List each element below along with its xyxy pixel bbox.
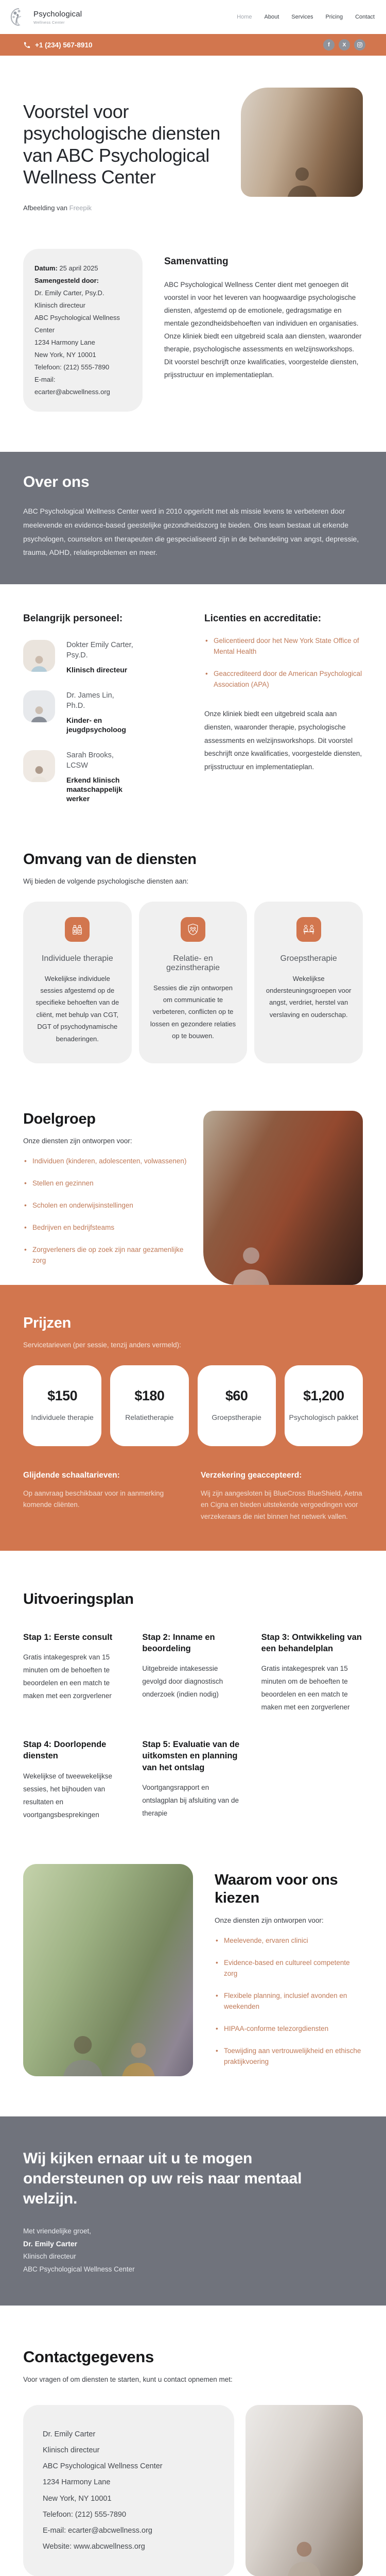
staff-member bbox=[23, 640, 178, 675]
step-title: Stap 5: Evaluatie van de uitkomsten en planning van het ontslag bbox=[142, 1740, 240, 1772]
phone-number: +1 (234) 567-8910 bbox=[35, 41, 93, 49]
facebook-icon[interactable]: f bbox=[323, 39, 335, 50]
staff-photo-james-lin bbox=[23, 690, 55, 722]
closing-title: Wij kijken ernaar uit u te mogen ondersteunen op uw reis naar mentaal welzijn. bbox=[23, 2149, 302, 2207]
price-cards bbox=[23, 1365, 363, 1446]
licenses-body: Onze kliniek biedt een uitgebreid scala aan diensten, waaronder therapie, psychologische assessments en welzijnsworkshops. Dit voorstel beschrijft onze kwalificaties, voorgestelde diensten, prijsstructuur en implementatieplan. bbox=[204, 710, 362, 771]
therapy-bottles-icon bbox=[65, 917, 90, 942]
contact-section bbox=[0, 2348, 386, 2576]
step-body: Wekelijkse of tweewekelijkse sessies, het bijhouden van resultaten en voortgangsbesprekingen bbox=[23, 1772, 113, 1819]
date-value: 25 april 2025 bbox=[59, 264, 98, 272]
price-card-group bbox=[198, 1365, 276, 1446]
price-card-package bbox=[285, 1365, 363, 1446]
staff-role: Erkend klinisch maatschappelijk werker bbox=[66, 776, 122, 803]
step-body: Gratis intakegesprek van 15 minuten om de behoeften te beoordelen en een match te maken met een zorgverlener bbox=[23, 1653, 112, 1700]
summary-title: Samenvatting bbox=[164, 256, 229, 267]
licenses-column bbox=[204, 613, 363, 804]
list-item: • Evidence-based en cultureel competente zorg bbox=[215, 1958, 363, 1979]
pricing-notes bbox=[23, 1471, 363, 1522]
summary-block bbox=[164, 249, 363, 412]
contact-line: 1234 Harmony Lane bbox=[43, 2478, 111, 2487]
list-item: • Zorgverleners die op zoek zijn naar gezamenlijke zorg bbox=[23, 1245, 187, 1266]
sliding-scale-title: Glijdende schaaltarieven: bbox=[23, 1471, 120, 1480]
staff-title: Belangrijk personeel: bbox=[23, 613, 123, 624]
price-label: Psychologisch pakket bbox=[289, 1413, 359, 1422]
list-item: • Flexibele planning, inclusief avonden en weekenden bbox=[215, 1991, 363, 2012]
audience-list bbox=[23, 1156, 187, 1266]
group-people-icon bbox=[296, 917, 321, 942]
service-card-family bbox=[139, 902, 248, 1063]
plan-step bbox=[261, 1632, 363, 1714]
staff-role: Klinisch directeur bbox=[66, 666, 128, 674]
signature-org: ABC Psychological Wellness Center bbox=[23, 2265, 135, 2273]
list-item: • Geaccrediteerd door de American Psychological Association (APA) bbox=[204, 669, 363, 690]
logo-tree-icon bbox=[9, 7, 29, 27]
contact-card bbox=[23, 2405, 234, 2576]
contact-title: Contactgegevens bbox=[23, 2347, 154, 2366]
price-label: Relatietherapie bbox=[125, 1413, 174, 1422]
main-nav bbox=[237, 14, 375, 20]
licenses-list bbox=[204, 636, 363, 690]
staff-member bbox=[23, 690, 178, 735]
image-credit bbox=[23, 204, 226, 212]
staff-column bbox=[23, 613, 178, 804]
insurance-body: Wij zijn aangesloten bij BlueCross BlueShield, Aetna en Cigna en bieden uitstekende vergoedingen voor verzekeraars die niet binnen het netwerk vallen. bbox=[201, 1489, 362, 1520]
price-value: $1,200 bbox=[303, 1388, 344, 1404]
nav-item-contact[interactable]: Contact bbox=[355, 14, 375, 20]
proposal-meta-card bbox=[23, 249, 143, 412]
list-item: • Stellen en gezinnen bbox=[23, 1178, 187, 1189]
insurance-title: Verzekering geaccepteerd: bbox=[201, 1471, 302, 1480]
contact-line: Telefoon: (212) 555-7890 bbox=[43, 2510, 127, 2519]
x-twitter-icon[interactable]: X bbox=[339, 39, 350, 50]
page-title: Voorstel voor psychologische diensten van ABC Psychological Wellness Center bbox=[23, 101, 221, 188]
plan-step bbox=[142, 1632, 243, 1714]
step-title: Stap 1: Eerste consult bbox=[23, 1632, 113, 1642]
meta-line: 1234 Harmony Lane bbox=[34, 338, 95, 347]
date-label: Datum: bbox=[34, 264, 58, 272]
plan-title: Uitvoeringsplan bbox=[23, 1590, 134, 1607]
price-label: Groepstherapie bbox=[212, 1413, 261, 1422]
contact-line: Dr. Emily Carter bbox=[43, 2430, 96, 2438]
social-links bbox=[323, 39, 365, 50]
person-silhouette-icon bbox=[279, 163, 325, 197]
price-label: Individuele therapie bbox=[31, 1413, 94, 1422]
logo[interactable] bbox=[9, 7, 82, 27]
plan-step bbox=[23, 1739, 125, 1821]
insurance-block bbox=[201, 1471, 363, 1522]
site-header bbox=[0, 0, 386, 34]
list-item: • Individuen (kinderen, adolescenten, volwassenen) bbox=[23, 1156, 187, 1167]
nav-item-about[interactable]: About bbox=[264, 14, 279, 20]
services-subtitle: Wij bieden de volgende psychologische diensten aan: bbox=[23, 877, 189, 885]
contact-subtitle: Voor vragen of om diensten te starten, kunt u contact opnemen met: bbox=[23, 2375, 233, 2383]
salutation: Met vriendelijke groet, bbox=[23, 2227, 92, 2235]
logo-subtitle: Wellness Center bbox=[33, 20, 65, 25]
date-line bbox=[34, 262, 131, 275]
contact-line: Website: www.abcwellness.org bbox=[43, 2543, 145, 2551]
service-card-body: Wekelijkse individuele sessies afgestemd op de specifieke behoeften van de cliënt, met behulp van CGT, DGT of psychodynamische benaderingen. bbox=[36, 974, 119, 1043]
services-section bbox=[0, 851, 386, 1063]
pricing-subtitle: Servicetarieven (per sessie, tenzij anders vermeld): bbox=[23, 1341, 181, 1349]
about-banner bbox=[0, 452, 386, 584]
pricing-section bbox=[0, 1285, 386, 1551]
why-list bbox=[215, 1936, 363, 2067]
why-title: Waarom voor ons kiezen bbox=[215, 1871, 338, 1906]
logo-title: Psychological bbox=[33, 9, 82, 19]
nav-item-services[interactable]: Services bbox=[291, 14, 313, 20]
contact-row bbox=[23, 2405, 363, 2576]
summary-body: ABC Psychological Wellness Center dient met genoegen dit voorstel in voor het leveren van hoogwaardige psychologische diensten, afgestemd op de emotionele, gedragsmatige en mentale gezondheidsbehoeften van individuen en organisaties. Onze kliniek biedt een uitgebreid scala aan diensten, waaronder therapie, psychologische assessments en welzijnsworkshops. Dit voorstel beschrijft onze kwalificaties, voorgestelde diensten, prijsstructuur en implementatieplan. bbox=[164, 280, 362, 379]
price-card-couples bbox=[110, 1365, 188, 1446]
step-title: Stap 3: Ontwikkeling van een behandelplan bbox=[261, 1632, 362, 1654]
service-card-group bbox=[254, 902, 363, 1063]
meta-line: Klinisch directeur bbox=[34, 301, 85, 310]
service-cards bbox=[23, 902, 363, 1063]
logo-text bbox=[33, 10, 82, 25]
price-card-individual bbox=[23, 1365, 101, 1446]
contact-line: Klinisch directeur bbox=[43, 2446, 100, 2454]
audience-section bbox=[0, 1111, 386, 1285]
step-body: Gratis intakegesprek van 15 minuten om de behoeften te beoordelen en een match te maken met een zorgverlener bbox=[261, 1665, 350, 1711]
list-item: • Bedrijven en bedrijfsteams bbox=[23, 1223, 187, 1233]
plan-step bbox=[23, 1632, 125, 1714]
price-value: $150 bbox=[47, 1388, 78, 1404]
signature-block bbox=[23, 2225, 363, 2276]
image-credit-link[interactable]: Freepik bbox=[69, 204, 92, 212]
instagram-icon[interactable] bbox=[354, 39, 365, 50]
audience-title: Doelgroep bbox=[23, 1111, 96, 1128]
list-item: • Meelevende, ervaren clinici bbox=[215, 1936, 363, 1946]
staff-name: Dr. James Lin, Ph.D. bbox=[66, 691, 114, 710]
staff-name: Dokter Emily Carter, Psy.D. bbox=[66, 640, 133, 660]
step-body: Uitgebreide intakesessie gevolgd door diagnostisch onderzoek (indien nodig) bbox=[142, 1665, 223, 1699]
group-therapy-photo bbox=[23, 1864, 193, 2076]
staff-name: Sarah Brooks, LCSW bbox=[66, 751, 114, 770]
contact-photo bbox=[245, 2405, 363, 2576]
signature-role: Klinisch directeur bbox=[23, 2252, 76, 2261]
phone-link[interactable] bbox=[23, 41, 92, 49]
service-card-title: Individuele therapie bbox=[41, 954, 113, 963]
plan-step bbox=[142, 1739, 243, 1821]
family-shield-icon bbox=[181, 917, 205, 942]
licenses-title: Licenties en accreditatie: bbox=[204, 613, 322, 624]
service-card-body: Wekelijkse ondersteuningsgroepen voor angst, verdriet, herstel van verslaving en ouderschap. bbox=[266, 974, 352, 1019]
meta-line: Dr. Emily Carter, Psy.D. bbox=[34, 289, 104, 297]
list-item: • Gelicentieerd door het New York State Office of Mental Health bbox=[204, 636, 363, 657]
meta-line: ABC Psychological Wellness Center bbox=[34, 314, 120, 334]
contact-line: New York, NY 10001 bbox=[43, 2494, 112, 2503]
step-title: Stap 4: Doorlopende diensten bbox=[23, 1740, 107, 1761]
price-value: $60 bbox=[225, 1388, 248, 1404]
compiled-by-label: Samengesteld door: bbox=[34, 276, 99, 284]
top-contact-bar bbox=[0, 34, 386, 56]
nav-item-pricing[interactable]: Pricing bbox=[325, 14, 343, 20]
contact-line: E-mail: ecarter@abcwellness.org bbox=[43, 2526, 152, 2535]
therapy-session-photo bbox=[203, 1111, 363, 1285]
pricing-title: Prijzen bbox=[23, 1315, 71, 1332]
signature-name: Dr. Emily Carter bbox=[23, 2239, 78, 2248]
hero-photo bbox=[241, 88, 363, 197]
why-section bbox=[0, 1864, 386, 2076]
staff-role: Kinder- en jeugdpsycholoog bbox=[66, 716, 126, 734]
service-card-title: Groepstherapie bbox=[280, 954, 337, 963]
closing-banner bbox=[0, 2116, 386, 2306]
plan-steps bbox=[23, 1632, 363, 1822]
why-subtitle: Onze diensten zijn ontworpen voor: bbox=[215, 1917, 324, 1925]
service-card-body: Sessies die zijn ontworpen om communicatie te verbeteren, conflicten op te lossen en gezondere relaties op te bouwen. bbox=[150, 984, 236, 1040]
service-card-title: Relatie- en gezinstherapie bbox=[166, 954, 220, 972]
about-title: Over ons bbox=[23, 473, 90, 491]
services-title: Omvang van de diensten bbox=[23, 851, 197, 868]
proposal-info-section bbox=[0, 249, 386, 412]
step-body: Voortgangsrapport en ontslagplan bij afsluiting van de therapie bbox=[142, 1784, 239, 1817]
list-item: • HIPAA-conforme telezorgdiensten bbox=[215, 2024, 363, 2035]
image-credit-prefix: Afbeelding van bbox=[23, 204, 68, 212]
meta-line: E-mail: ecarter@abcwellness.org bbox=[34, 376, 110, 396]
sliding-scale-block bbox=[23, 1471, 172, 1522]
about-body: ABC Psychological Wellness Center werd in 2010 opgericht met als missie levens te verbeteren door meelevende en evidence-based geestelijke gezondheidszorg te bieden. Ons team bestaat uit erkende psychologen, counselors en therapeuten die gespecialiseerd zijn in de behandeling van angst, depressie, trauma, ADHD, relatieproblemen en meer. bbox=[23, 507, 359, 557]
staff-licenses-section bbox=[0, 613, 386, 804]
phone-icon bbox=[23, 41, 31, 49]
nav-item-home[interactable]: Home bbox=[237, 14, 252, 20]
sliding-scale-body: Op aanvraag beschikbaar voor in aanmerking komende cliënten. bbox=[23, 1489, 164, 1509]
plan-section bbox=[0, 1591, 386, 1822]
meta-line: Telefoon: (212) 555-7890 bbox=[34, 363, 110, 371]
list-item: • Toewijding aan vertrouwelijkheid en ethische praktijkvoering bbox=[215, 2046, 363, 2067]
contact-line: ABC Psychological Wellness Center bbox=[43, 2462, 163, 2471]
service-card-individual bbox=[23, 902, 132, 1063]
audience-subtitle: Onze diensten zijn ontworpen voor: bbox=[23, 1137, 132, 1145]
price-value: $180 bbox=[134, 1388, 165, 1404]
staff-photo-sarah-brooks bbox=[23, 750, 55, 782]
staff-photo-emily-carter bbox=[23, 640, 55, 672]
meta-line: New York, NY 10001 bbox=[34, 351, 96, 359]
list-item: • Scholen en onderwijsinstellingen bbox=[23, 1200, 187, 1211]
staff-member bbox=[23, 750, 178, 804]
hero-section bbox=[0, 56, 386, 212]
step-title: Stap 2: Inname en beoordeling bbox=[142, 1632, 215, 1654]
